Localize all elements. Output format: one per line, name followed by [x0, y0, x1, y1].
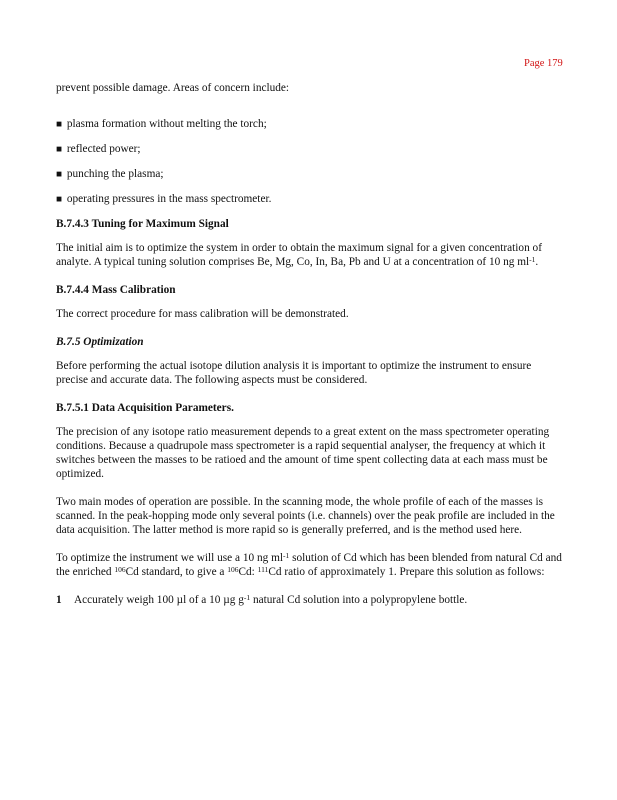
section-heading-tuning: B.7.4.3 Tuning for Maximum Signal: [56, 218, 229, 230]
step-item: [56, 593, 566, 607]
bullet-item: ■ reflected power;: [56, 143, 141, 155]
bullet-item: ■ punching the plasma;: [56, 168, 164, 180]
bullet-icon: ■: [56, 169, 63, 180]
bullet-item: ■ plasma formation without melting the torch;: [56, 118, 267, 130]
bullet-icon: ■: [56, 144, 63, 155]
bullet-icon: ■: [56, 194, 63, 205]
calibration-paragraph: The correct procedure for mass calibration will be demonstrated.: [56, 308, 349, 320]
document-body: [56, 81, 566, 607]
bullet-icon: ■: [56, 119, 63, 130]
solution-paragraph: To optimize the instrument we will use a 10 ng $ml^{-1}$ solution of Cd which has been blended from natural Cd and the enriched $^{106}$Cd standard, to give a $^{106}$Cd: $^{111}$Cd ratio of approximately 1. Prepare this solution as follows:: [56, 551, 562, 578]
section-heading-optimization: B.7.5 Optimization: [56, 336, 144, 348]
optimization-paragraph: Before performing the actual isotope dilution analysis it is important to optimize the instrument to ensure precise and accurate data. The following aspects must be considered.: [56, 360, 532, 386]
precision-paragraph: The precision of any isotope ratio measurement depends to a great extent on the mass spectrometer operating conditions. Because a quadrupole mass spectrometer is a rapid sequential analyser, the frequency at which it switches between the masses to be ratioed and the amount of time spent collecting data at each mass must be optimized.: [56, 426, 550, 480]
section-heading-data-acquisition: B.7.5.1 Data Acquisition Parameters.: [56, 402, 234, 414]
step-number: 1: [56, 594, 62, 606]
intro-text: prevent possible damage. Areas of concern include:: [56, 82, 290, 94]
step-text: Accurately weigh 100 µl of a 10 µg $g^{-1}$ natural Cd solution into a polypropylene bottle.: [74, 593, 468, 606]
bullet-item: ■ operating pressures in the mass spectrometer.: [56, 193, 272, 205]
tuning-paragraph: The initial aim is to optimize the system in order to obtain the maximum signal for a given concentration of analyte. A typical tuning solution comprises Be, Mg, Co, In, Ba, Pb and U at a concentration of 10 ng $ml^{-1}$.: [56, 242, 542, 268]
section-heading-calibration: B.7.4.4 Mass Calibration: [56, 284, 176, 296]
page-number: Page 179: [524, 58, 563, 69]
modes-paragraph: Two main modes of operation are possible. In the scanning mode, the whole profile of each of the masses is scanned. In the peak-hopping mode only several points (i.e. channels) over the peak profile are included in the data acquisition. The latter method is more rapid so is generally preferred, and is the method used here.: [56, 496, 555, 536]
